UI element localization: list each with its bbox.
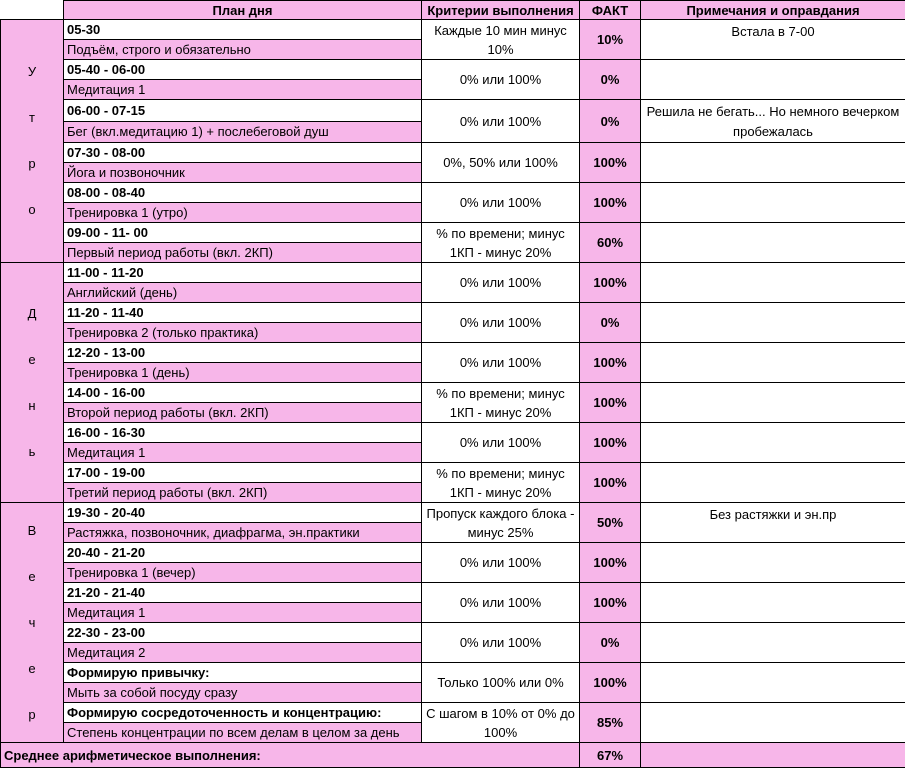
fact-cell[interactable]: 50%: [580, 503, 641, 543]
fact-cell[interactable]: 100%: [580, 663, 641, 703]
section-letter: ь: [28, 443, 36, 459]
header-fact[interactable]: ФАКТ: [580, 1, 641, 20]
time-cell[interactable]: 11-00 - 11-20: [64, 263, 422, 283]
task-cell[interactable]: Мыть за собой посуду сразу: [64, 683, 422, 703]
average-value[interactable]: 67%: [580, 743, 641, 768]
time-cell[interactable]: 21-20 - 21-40: [64, 583, 422, 603]
criteria-cell[interactable]: 0% или 100%: [422, 583, 580, 623]
section-letter: Д: [27, 305, 37, 321]
note-cell[interactable]: [641, 663, 905, 703]
plan-row-time: [1, 143, 905, 163]
time-cell[interactable]: 07-30 - 08-00: [64, 143, 422, 163]
plan-row-time: [1, 343, 905, 363]
time-cell[interactable]: 17-00 - 19-00: [64, 463, 422, 483]
plan-row-time: [1, 100, 905, 122]
task-cell[interactable]: Второй период работы (вкл. 2КП): [64, 403, 422, 423]
task-cell[interactable]: Первый период работы (вкл. 2КП): [64, 243, 422, 263]
note-cell[interactable]: [641, 223, 905, 263]
note-cell[interactable]: [641, 703, 905, 743]
fact-cell[interactable]: 100%: [580, 263, 641, 303]
plan-row-time: [1, 663, 905, 683]
header-criteria[interactable]: Критерии выполнения: [422, 1, 580, 20]
criteria-cell[interactable]: Только 100% или 0%: [422, 663, 580, 703]
note-cell[interactable]: [641, 143, 905, 183]
fact-cell[interactable]: 100%: [580, 383, 641, 423]
time-cell[interactable]: 14-00 - 16-00: [64, 383, 422, 403]
note-cell[interactable]: [641, 183, 905, 223]
time-cell[interactable]: Формирую привычку:: [64, 663, 422, 683]
task-cell[interactable]: Растяжка, позвоночник, диафрагма, эн.практики: [64, 523, 422, 543]
criteria-cell[interactable]: 0% или 100%: [422, 183, 580, 223]
criteria-cell[interactable]: 0% или 100%: [422, 263, 580, 303]
plan-row-time: [1, 703, 905, 723]
fact-cell[interactable]: 0%: [580, 623, 641, 663]
fact-cell[interactable]: 0%: [580, 100, 641, 143]
note-cell[interactable]: Без растяжки и эн.пр: [641, 503, 905, 543]
criteria-cell[interactable]: С шагом в 10% от 0% до 100%: [422, 703, 580, 743]
section-label-1[interactable]: [1, 263, 64, 503]
fact-cell[interactable]: 100%: [580, 143, 641, 183]
criteria-cell[interactable]: % по времени; минус 1КП - минус 20%: [422, 463, 580, 503]
criteria-cell[interactable]: 0% или 100%: [422, 100, 580, 143]
header-plan[interactable]: План дня: [64, 1, 422, 20]
task-cell[interactable]: Третий период работы (вкл. 2КП): [64, 483, 422, 503]
criteria-cell[interactable]: 0% или 100%: [422, 623, 580, 663]
fact-cell[interactable]: 60%: [580, 223, 641, 263]
note-cell[interactable]: [641, 583, 905, 623]
criteria-cell[interactable]: 0% или 100%: [422, 343, 580, 383]
section-label-0[interactable]: [1, 20, 64, 263]
task-cell[interactable]: Подъём, строго и обязательно: [64, 40, 422, 60]
plan-row-time: [1, 503, 905, 523]
criteria-cell[interactable]: 0% или 100%: [422, 60, 580, 100]
note-cell[interactable]: [641, 423, 905, 463]
section-letter: н: [28, 397, 36, 413]
time-cell[interactable]: 22-30 - 23-00: [64, 623, 422, 643]
plan-row-time: [1, 60, 905, 80]
criteria-cell[interactable]: 0%, 50% или 100%: [422, 143, 580, 183]
footer-blank: [641, 743, 905, 768]
section-letter: о: [28, 202, 36, 217]
time-cell[interactable]: 09-00 - 11- 00: [64, 223, 422, 243]
footer-row: [1, 743, 905, 768]
time-cell[interactable]: 16-00 - 16-30: [64, 423, 422, 443]
criteria-cell[interactable]: Каждые 10 мин минус 10%: [422, 20, 580, 60]
time-cell[interactable]: 08-00 - 08-40: [64, 183, 422, 203]
header-blank: [1, 1, 64, 20]
fact-cell[interactable]: 85%: [580, 703, 641, 743]
section-letter: е: [28, 351, 36, 367]
task-cell[interactable]: Тренировка 2 (только практика): [64, 323, 422, 343]
task-cell[interactable]: Тренировка 1 (вечер): [64, 563, 422, 583]
task-cell[interactable]: Медитация 2: [64, 643, 422, 663]
time-cell[interactable]: 11-20 - 11-40: [64, 303, 422, 323]
section-letter: е: [28, 660, 36, 676]
time-cell[interactable]: Формирую сосредоточенность и концентрацию:: [64, 703, 422, 723]
time-cell[interactable]: 05-30: [64, 20, 422, 40]
note-cell[interactable]: Встала в 7-00: [641, 20, 905, 60]
note-cell[interactable]: [641, 263, 905, 303]
task-cell[interactable]: Медитация 1: [64, 443, 422, 463]
task-cell[interactable]: Степень концентрации по всем делам в целом за день: [64, 723, 422, 743]
section-letter: е: [28, 568, 36, 584]
plan-row-time: [1, 423, 905, 443]
average-label: Среднее арифметическое выполнения:: [1, 743, 580, 768]
time-cell[interactable]: 05-40 - 06-00: [64, 60, 422, 80]
note-cell[interactable]: Решила не бегать... Но немного вечерком пробежалась: [641, 100, 905, 143]
fact-cell[interactable]: 10%: [580, 20, 641, 60]
task-cell[interactable]: Медитация 1: [64, 80, 422, 100]
section-letter: У: [27, 64, 37, 79]
note-cell[interactable]: [641, 343, 905, 383]
note-cell[interactable]: [641, 463, 905, 503]
criteria-cell[interactable]: 0% или 100%: [422, 303, 580, 343]
plan-row-time: [1, 223, 905, 243]
plan-row-time: [1, 463, 905, 483]
task-cell[interactable]: Тренировка 1 (день): [64, 363, 422, 383]
section-label-2[interactable]: [1, 503, 64, 743]
fact-cell[interactable]: 100%: [580, 423, 641, 463]
criteria-cell[interactable]: % по времени; минус 1КП - минус 20%: [422, 223, 580, 263]
note-cell[interactable]: [641, 60, 905, 100]
fact-cell[interactable]: 100%: [580, 343, 641, 383]
section-letter: т: [29, 110, 35, 125]
note-cell[interactable]: [641, 623, 905, 663]
plan-row-time: [1, 583, 905, 603]
plan-row-time: [1, 183, 905, 203]
fact-cell[interactable]: 0%: [580, 60, 641, 100]
criteria-cell[interactable]: 0% или 100%: [422, 423, 580, 463]
fact-cell[interactable]: 100%: [580, 183, 641, 223]
plan-row-time: [1, 303, 905, 323]
criteria-cell[interactable]: 0% или 100%: [422, 543, 580, 583]
plan-row-time: [1, 623, 905, 643]
header-notes[interactable]: Примечания и оправдания: [641, 1, 905, 20]
criteria-cell[interactable]: Пропуск каждого блока - минус 25%: [422, 503, 580, 543]
task-cell[interactable]: Медитация 1: [64, 603, 422, 623]
section-letter: р: [28, 156, 36, 171]
task-cell[interactable]: Английский (день): [64, 283, 422, 303]
note-cell[interactable]: [641, 383, 905, 423]
section-letter: р: [28, 706, 36, 722]
note-cell[interactable]: [641, 303, 905, 343]
criteria-cell[interactable]: % по времени; минус 1КП - минус 20%: [422, 383, 580, 423]
header-row: [1, 1, 905, 20]
fact-cell[interactable]: 100%: [580, 583, 641, 623]
time-cell[interactable]: 12-20 - 13-00: [64, 343, 422, 363]
time-cell[interactable]: 06-00 - 07-15: [64, 100, 422, 122]
fact-cell[interactable]: 100%: [580, 543, 641, 583]
task-cell[interactable]: Бег (вкл.медитацию 1) + послебеговой душ: [64, 121, 422, 143]
note-cell[interactable]: [641, 543, 905, 583]
plan-row-time: [1, 263, 905, 283]
task-cell[interactable]: Тренировка 1 (утро): [64, 203, 422, 223]
section-letter: ч: [28, 614, 36, 630]
fact-cell[interactable]: 100%: [580, 463, 641, 503]
time-cell[interactable]: 19-30 - 20-40: [64, 503, 422, 523]
task-cell[interactable]: Йога и позвоночник: [64, 163, 422, 183]
fact-cell[interactable]: 0%: [580, 303, 641, 343]
plan-row-time: [1, 20, 905, 40]
time-cell[interactable]: 20-40 - 21-20: [64, 543, 422, 563]
plan-row-time: [1, 543, 905, 563]
plan-row-time: [1, 383, 905, 403]
section-letter: В: [27, 522, 37, 538]
